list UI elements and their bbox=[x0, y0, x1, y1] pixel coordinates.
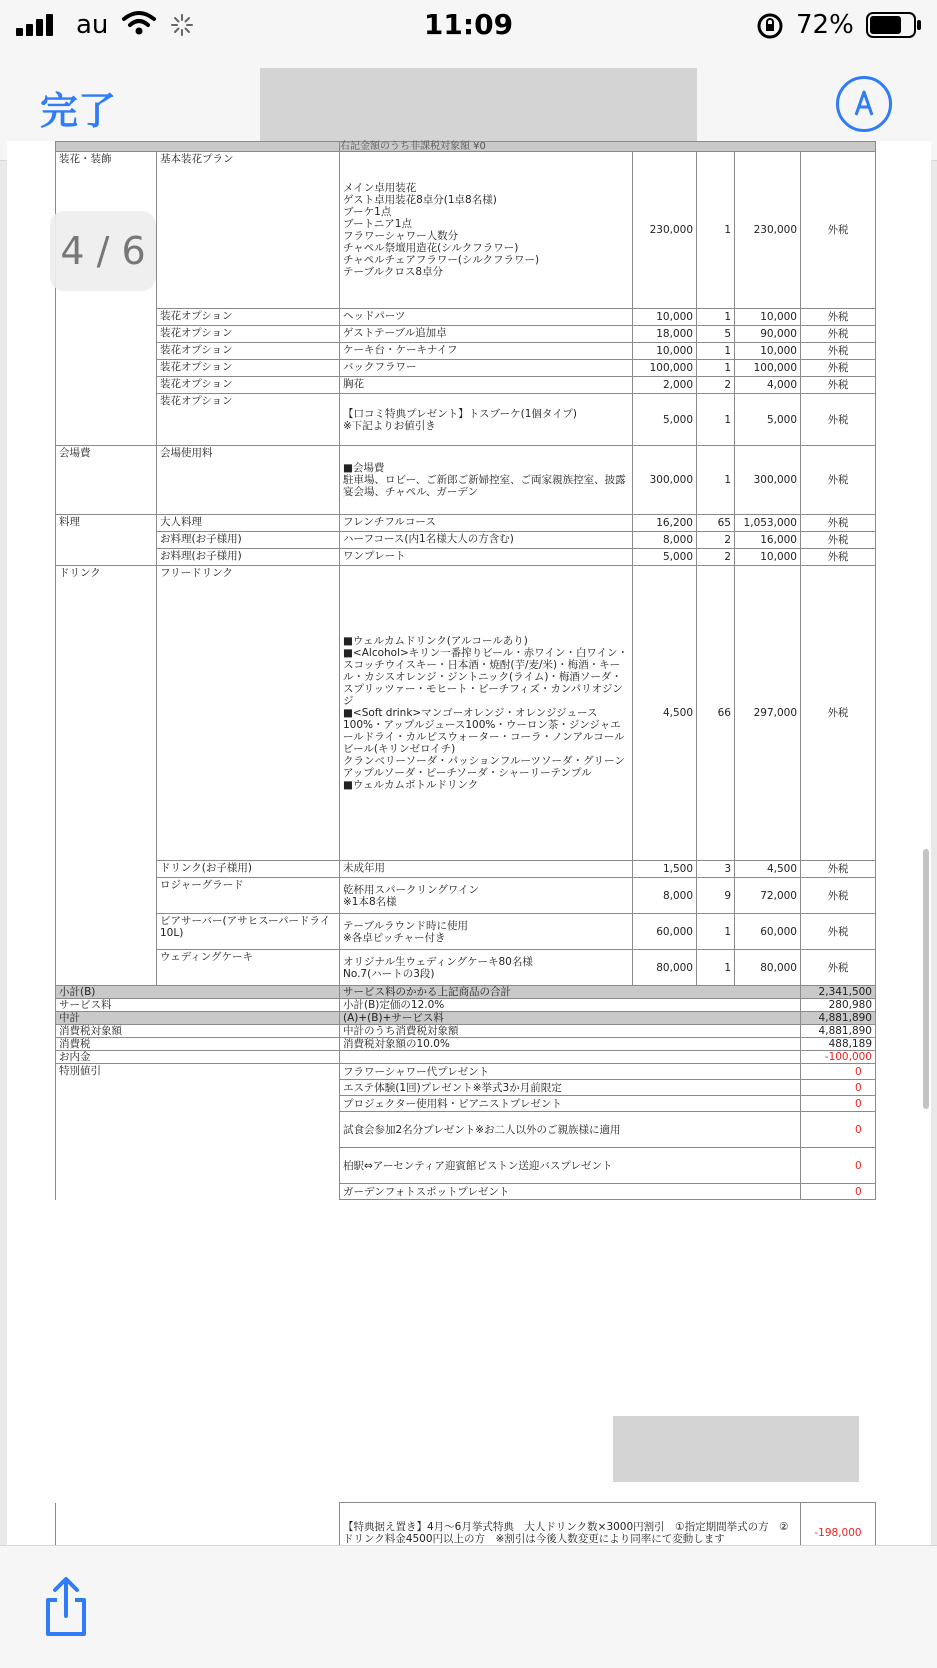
totals-description: 小計(B)定価の12.0% bbox=[340, 999, 801, 1012]
discount-description: エステ体験(1回)プレゼント※挙式3か月前限定 bbox=[340, 1080, 801, 1096]
table-row bbox=[56, 309, 876, 326]
description-cell: メイン卓用装花 ゲスト卓用装花8卓分(1卓8名様) ブーケ1点 ブートニア1点 フラワーシャワー人数分 チャペル祭壇用造花(シルクフラワー) チャペルチェアフラワー(シルクフラワー) テーブルクロス8卓分 bbox=[340, 152, 633, 309]
amount-cell: 1,053,000 bbox=[735, 515, 801, 532]
description-cell: ゲストテーブル追加卓 bbox=[340, 326, 633, 343]
done-button[interactable]: 完了 bbox=[40, 89, 117, 133]
item-cell: 装花オプション bbox=[157, 326, 340, 343]
totals-description: サービス料のかかる上記商品の合計 bbox=[340, 986, 801, 999]
share-icon bbox=[40, 1576, 92, 1638]
unit-price-cell: 1,500 bbox=[633, 861, 697, 878]
description-cell: ケーキ台・ケーキナイフ bbox=[340, 343, 633, 360]
tax-type-cell: 外税 bbox=[801, 152, 876, 309]
amount-cell: 60,000 bbox=[735, 914, 801, 950]
item-cell: お料理(お子様用) bbox=[157, 549, 340, 566]
totals-amount: 4,881,890 bbox=[801, 1025, 876, 1038]
totals-amount: 488,189 bbox=[801, 1038, 876, 1051]
quantity-cell: 2 bbox=[697, 549, 735, 566]
totals-label: サービス料 bbox=[56, 999, 340, 1012]
description-cell: 胸花 bbox=[340, 377, 633, 394]
quantity-cell: 1 bbox=[697, 914, 735, 950]
totals-label: 消費税 bbox=[56, 1038, 340, 1051]
quantity-cell: 9 bbox=[697, 878, 735, 914]
bottom-toolbar bbox=[0, 1545, 937, 1668]
table-row bbox=[56, 343, 876, 360]
quantity-cell: 5 bbox=[697, 326, 735, 343]
table-row bbox=[56, 446, 876, 515]
description-cell: テーブルラウンド時に使用 ※各卓ピッチャー付き bbox=[340, 914, 633, 950]
totals-row bbox=[56, 999, 876, 1012]
tax-type-cell: 外税 bbox=[801, 326, 876, 343]
table-row bbox=[56, 394, 876, 446]
totals-row bbox=[56, 1051, 876, 1064]
table-row bbox=[56, 861, 876, 878]
redacted-title bbox=[260, 68, 697, 148]
totals-amount: 280,980 bbox=[801, 999, 876, 1012]
totals-label: お内金 bbox=[56, 1051, 340, 1064]
description-cell: ■ウェルカムドリンク(アルコールあり) ■<Alcohol>キリン一番搾りビール・赤ワイン・白ワイン・スコッチウイスキー・日本酒・焼酎(芋/麦/米)・梅酒・キール・カシスオレンジ・ジントニック(ライム)・梅酒ソーダ・スプリッツァー・モヒート・ピーチフィズ・カンパリオジンジ ■<Soft drink>マンゴーオレンジ・オレンジジュース100%・アップルジュース100%・ウーロン茶・ジンジャエールドライ・カルピスウォーター・コーラ・ノンアルコールビール(キリンゼロイチ) クランベリーソーダ・パッションフルーツソーダ・グリーンアップルソーダ・ピーチソーダ・シャーリーテンプル ■ウェルカムボトルドリンク bbox=[340, 566, 633, 861]
category-cell: 会場費 bbox=[56, 446, 157, 515]
unit-price-cell: 8,000 bbox=[633, 532, 697, 549]
special-offer-description: 【特典据え置き】4月〜6月挙式特典 大人ドリンク数×3000円割引 ①指定期間挙式の方 ②ドリンク料金4500円以上の方 ※割引は今後人数変更により同率にて変動します bbox=[340, 1503, 801, 1564]
unit-price-cell: 4,500 bbox=[633, 566, 697, 861]
tax-type-cell: 外税 bbox=[801, 515, 876, 532]
status-bar bbox=[0, 0, 937, 50]
page-indicator: 4 / 6 bbox=[50, 211, 156, 291]
totals-amount: -100,000 bbox=[801, 1051, 876, 1064]
item-cell: 装花オプション bbox=[157, 394, 340, 446]
table-row bbox=[56, 377, 876, 394]
estimate-table bbox=[55, 141, 876, 1200]
table-row bbox=[56, 360, 876, 377]
description-cell: オリジナル生ウェディングケーキ80名様 No.7(ハートの3段) bbox=[340, 950, 633, 986]
item-cell: 大人料理 bbox=[157, 515, 340, 532]
description-cell: 【口コミ特典プレゼント】トスブーケ(1個タイプ) ※下記よりお値引き bbox=[340, 394, 633, 446]
tax-type-cell: 外税 bbox=[801, 446, 876, 515]
tax-type-cell: 外税 bbox=[801, 377, 876, 394]
quantity-cell: 1 bbox=[697, 360, 735, 377]
totals-description: 消費税対象額の10.0% bbox=[340, 1038, 801, 1051]
item-cell: お料理(お子様用) bbox=[157, 532, 340, 549]
item-cell: 会場使用料 bbox=[157, 446, 340, 515]
amount-cell: 4,500 bbox=[735, 861, 801, 878]
tax-type-cell: 外税 bbox=[801, 861, 876, 878]
markup-button[interactable] bbox=[836, 76, 892, 132]
totals-row bbox=[56, 1038, 876, 1051]
discount-amount: 0 bbox=[801, 1184, 876, 1200]
tax-type-cell: 外税 bbox=[801, 309, 876, 326]
table-row bbox=[56, 326, 876, 343]
table-row bbox=[56, 878, 876, 914]
battery-icon bbox=[866, 12, 922, 38]
quantity-cell: 1 bbox=[697, 152, 735, 309]
table-row bbox=[56, 950, 876, 986]
totals-description: 中計のうち消費税対象額 bbox=[340, 1025, 801, 1038]
quantity-cell: 1 bbox=[697, 394, 735, 446]
table-row bbox=[56, 914, 876, 950]
discount-label: 特別値引 bbox=[56, 1064, 340, 1200]
amount-cell: 297,000 bbox=[735, 566, 801, 861]
totals-amount: 2,341,500 bbox=[801, 986, 876, 999]
discount-amount: 0 bbox=[801, 1112, 876, 1148]
totals-description: (A)+(B)+サービス料 bbox=[340, 1012, 801, 1025]
description-cell: 乾杯用スパークリングワイン ※1本8名様 bbox=[340, 878, 633, 914]
totals-row bbox=[56, 1025, 876, 1038]
discount-description: プロジェクター使用料・ピアニストプレゼント bbox=[340, 1096, 801, 1112]
tax-type-cell: 外税 bbox=[801, 878, 876, 914]
table-row bbox=[56, 566, 876, 861]
totals-label: 消費税対象額 bbox=[56, 1025, 340, 1038]
category-cell: ドリンク bbox=[56, 566, 157, 986]
amount-cell: 72,000 bbox=[735, 878, 801, 914]
unit-price-cell: 5,000 bbox=[633, 394, 697, 446]
amount-cell: 16,000 bbox=[735, 532, 801, 549]
quantity-cell: 1 bbox=[697, 446, 735, 515]
unit-price-cell: 18,000 bbox=[633, 326, 697, 343]
unit-price-cell: 100,000 bbox=[633, 360, 697, 377]
cut-row-text: 右記金額のうち非課税対象額 ¥0 bbox=[340, 142, 876, 152]
quantity-cell: 3 bbox=[697, 861, 735, 878]
amount-cell: 90,000 bbox=[735, 326, 801, 343]
description-cell: フレンチフルコース bbox=[340, 515, 633, 532]
quantity-cell: 2 bbox=[697, 377, 735, 394]
quantity-cell: 1 bbox=[697, 950, 735, 986]
quantity-cell: 1 bbox=[697, 343, 735, 360]
share-button[interactable] bbox=[40, 1576, 92, 1642]
battery-percent: 72% bbox=[796, 10, 854, 40]
item-cell: ロジャーグラード bbox=[157, 878, 340, 914]
amount-cell: 100,000 bbox=[735, 360, 801, 377]
description-cell: ■会場費 駐車場、ロビー、ご新郎ご新婦控室、ご両家親族控室、披露宴会場、チャペル、ガーデン bbox=[340, 446, 633, 515]
item-cell: 基本装花プラン bbox=[157, 152, 340, 309]
redacted-block bbox=[613, 1416, 859, 1482]
discount-description: 試食会参加2名分プレゼント※お二人以外のご親族様に適用 bbox=[340, 1112, 801, 1148]
discount-description: フラワーシャワー代プレゼント bbox=[340, 1064, 801, 1080]
quantity-cell: 2 bbox=[697, 532, 735, 549]
table-row-cut bbox=[56, 142, 876, 152]
item-cell: 装花オプション bbox=[157, 309, 340, 326]
table-row bbox=[56, 549, 876, 566]
category-cell: 装花・装飾 bbox=[56, 152, 157, 446]
totals-amount: 4,881,890 bbox=[801, 1012, 876, 1025]
item-cell: ドリンク(お子様用) bbox=[157, 861, 340, 878]
unit-price-cell: 60,000 bbox=[633, 914, 697, 950]
totals-description bbox=[340, 1051, 801, 1064]
description-cell: ハーフコース(内1名様大人の方含む) bbox=[340, 532, 633, 549]
discount-amount: 0 bbox=[801, 1096, 876, 1112]
item-cell: フリードリンク bbox=[157, 566, 340, 861]
item-cell: ウェディングケーキ bbox=[157, 950, 340, 986]
item-cell: 装花オプション bbox=[157, 360, 340, 377]
discount-description: 柏駅⇔アーセンティア迎賓館ピストン送迎バスプレゼント bbox=[340, 1148, 801, 1184]
tax-type-cell: 外税 bbox=[801, 549, 876, 566]
amount-cell: 4,000 bbox=[735, 377, 801, 394]
scrollbar[interactable] bbox=[923, 849, 929, 1109]
amount-cell: 230,000 bbox=[735, 152, 801, 309]
amount-cell: 10,000 bbox=[735, 549, 801, 566]
tax-type-cell: 外税 bbox=[801, 532, 876, 549]
item-cell: 装花オプション bbox=[157, 377, 340, 394]
amount-cell: 10,000 bbox=[735, 309, 801, 326]
totals-label: 小計(B) bbox=[56, 986, 340, 999]
tax-type-cell: 外税 bbox=[801, 343, 876, 360]
tax-type-cell: 外税 bbox=[801, 914, 876, 950]
item-cell: 装花オプション bbox=[157, 343, 340, 360]
unit-price-cell: 300,000 bbox=[633, 446, 697, 515]
unit-price-cell: 16,200 bbox=[633, 515, 697, 532]
clock: 11:09 bbox=[423, 8, 514, 41]
amount-cell: 10,000 bbox=[735, 343, 801, 360]
carrier-name: au bbox=[76, 10, 109, 40]
unit-price-cell: 2,000 bbox=[633, 377, 697, 394]
markup-pen-icon bbox=[839, 79, 889, 129]
amount-cell: 5,000 bbox=[735, 394, 801, 446]
amount-cell: 80,000 bbox=[735, 950, 801, 986]
quantity-cell: 65 bbox=[697, 515, 735, 532]
tax-type-cell: 外税 bbox=[801, 566, 876, 861]
discount-amount: 0 bbox=[801, 1064, 876, 1080]
unit-price-cell: 8,000 bbox=[633, 878, 697, 914]
unit-price-cell: 10,000 bbox=[633, 343, 697, 360]
quantity-cell: 1 bbox=[697, 309, 735, 326]
item-cell: ビアサーバー(アサヒスーパードライ10L) bbox=[157, 914, 340, 950]
discount-amount: 0 bbox=[801, 1080, 876, 1096]
discount-description: ガーデンフォトスポットプレゼント bbox=[340, 1184, 801, 1200]
table-row bbox=[56, 515, 876, 532]
special-offer-amount: -198,000 bbox=[801, 1503, 876, 1564]
unit-price-cell: 10,000 bbox=[633, 309, 697, 326]
totals-row bbox=[56, 1012, 876, 1025]
category-cell: 料理 bbox=[56, 515, 157, 566]
pdf-viewer[interactable] bbox=[0, 141, 937, 1545]
description-cell: ワンプレート bbox=[340, 549, 633, 566]
description-cell: バックフラワー bbox=[340, 360, 633, 377]
unit-price-cell: 5,000 bbox=[633, 549, 697, 566]
amount-cell: 300,000 bbox=[735, 446, 801, 515]
totals-label: 中計 bbox=[56, 1012, 340, 1025]
orientation-lock-icon bbox=[756, 12, 784, 40]
table-row bbox=[56, 532, 876, 549]
table-row bbox=[56, 152, 876, 309]
tax-type-cell: 外税 bbox=[801, 950, 876, 986]
unit-price-cell: 230,000 bbox=[633, 152, 697, 309]
description-cell: 未成年用 bbox=[340, 861, 633, 878]
tax-type-cell: 外税 bbox=[801, 360, 876, 377]
pdf-page-4 bbox=[7, 141, 931, 1525]
discount-row bbox=[56, 1064, 876, 1080]
discount-amount: 0 bbox=[801, 1148, 876, 1184]
tax-type-cell: 外税 bbox=[801, 394, 876, 446]
totals-row bbox=[56, 986, 876, 999]
description-cell: ヘッドパーツ bbox=[340, 309, 633, 326]
unit-price-cell: 80,000 bbox=[633, 950, 697, 986]
quantity-cell: 66 bbox=[697, 566, 735, 861]
